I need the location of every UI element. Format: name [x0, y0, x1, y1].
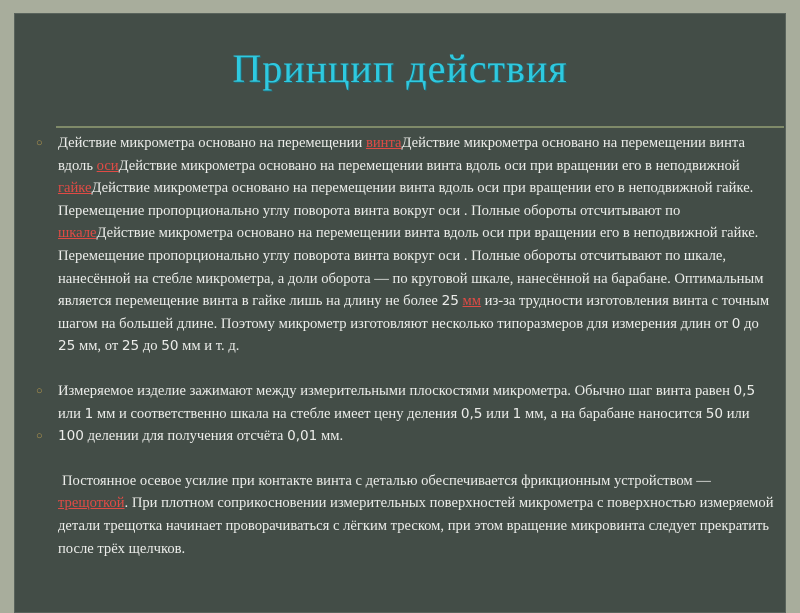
number: 1	[512, 405, 522, 422]
text: делении для получения отсчёта	[83, 428, 288, 445]
number: 25	[441, 293, 459, 310]
text: Измеряемое изделие зажимают между измерительными плоскостями микрометра. Обычно шаг винта равен	[58, 382, 734, 399]
text: мм, от	[75, 338, 122, 355]
link-shkala[interactable]: шкале	[58, 225, 97, 242]
slide-body	[58, 132, 776, 560]
title-divider	[56, 126, 784, 128]
text: до	[139, 338, 162, 355]
text: мм и т. д.	[178, 338, 240, 355]
text: из-за трудности изготовления винта с точным шагом на большей длине. Поэтому микрометр изготовляют несколько типоразмеров для измерения длин от	[58, 293, 770, 332]
text: мм, а на барабане наносится	[521, 405, 706, 422]
number: 0,5	[460, 405, 483, 422]
text: или	[482, 405, 513, 422]
spacer	[58, 448, 776, 470]
number: 25	[121, 338, 140, 355]
number: 25	[58, 338, 76, 355]
text: Действие микрометра основано на перемещении винта вдоль оси при вращении его в неподвижной гайке. Перемещение пропорционально углу поворота винта вокруг оси . Полные обороты отсчитывают по шкале, нанесённой на стебле микрометра, а доли оборота — по круговой шкале, нанесённой на барабане. Оптимальным является перемещение винта в гайке лишь на длину не более	[58, 225, 764, 310]
link-os[interactable]: оси	[96, 157, 119, 174]
number: 50	[705, 405, 724, 422]
text: или	[58, 405, 85, 422]
number: 0,5	[733, 382, 756, 399]
slide-title: Принцип действия	[232, 46, 568, 91]
text: Действие микрометра основано на перемещении винта вдоль оси при вращении его в неподвижной	[118, 157, 740, 174]
number: 100	[58, 428, 84, 445]
text: мм и соответственно шкала на стебле имеет цену деления	[93, 405, 461, 422]
paragraph-divisions	[58, 425, 776, 448]
paragraph-ratchet	[58, 470, 776, 560]
text: Постоянное осевое усилие при контакте винта с деталью обеспечивается фрикционным устройством —	[62, 472, 711, 489]
text: Действие микрометра основано на перемещении винта вдоль	[58, 135, 745, 174]
link-vint[interactable]: винта	[365, 135, 402, 151]
text: до	[740, 315, 759, 332]
number: 0	[731, 315, 741, 332]
link-gaika[interactable]: гайке	[58, 180, 92, 197]
link-mm[interactable]: мм	[462, 293, 482, 310]
text: . При плотном соприкосновении измерительных поверхностей микрометра с поверхностью измеряемой детали трещотка начинает проворачиваться с лёгким треском, при этом вращение микровинта следует прекратить после трёх щелчков.	[58, 495, 774, 557]
text: Действие микрометра основано на перемещении	[58, 135, 366, 151]
spacer	[58, 358, 776, 380]
link-treshchotka[interactable]: трещоткой	[58, 495, 125, 512]
paragraph-principle	[58, 132, 776, 358]
text: мм.	[317, 428, 344, 445]
number: 0,01	[287, 428, 318, 445]
paragraph-measurement	[58, 380, 776, 425]
text: Действие микрометра основано на перемещении винта вдоль оси при вращении его в неподвижной гайке. Перемещение пропорционально углу поворота винта вокруг оси . Полные обороты отсчитывают по	[58, 180, 754, 219]
text: или	[723, 405, 750, 422]
number: 1	[84, 405, 94, 422]
number: 50	[161, 338, 179, 355]
